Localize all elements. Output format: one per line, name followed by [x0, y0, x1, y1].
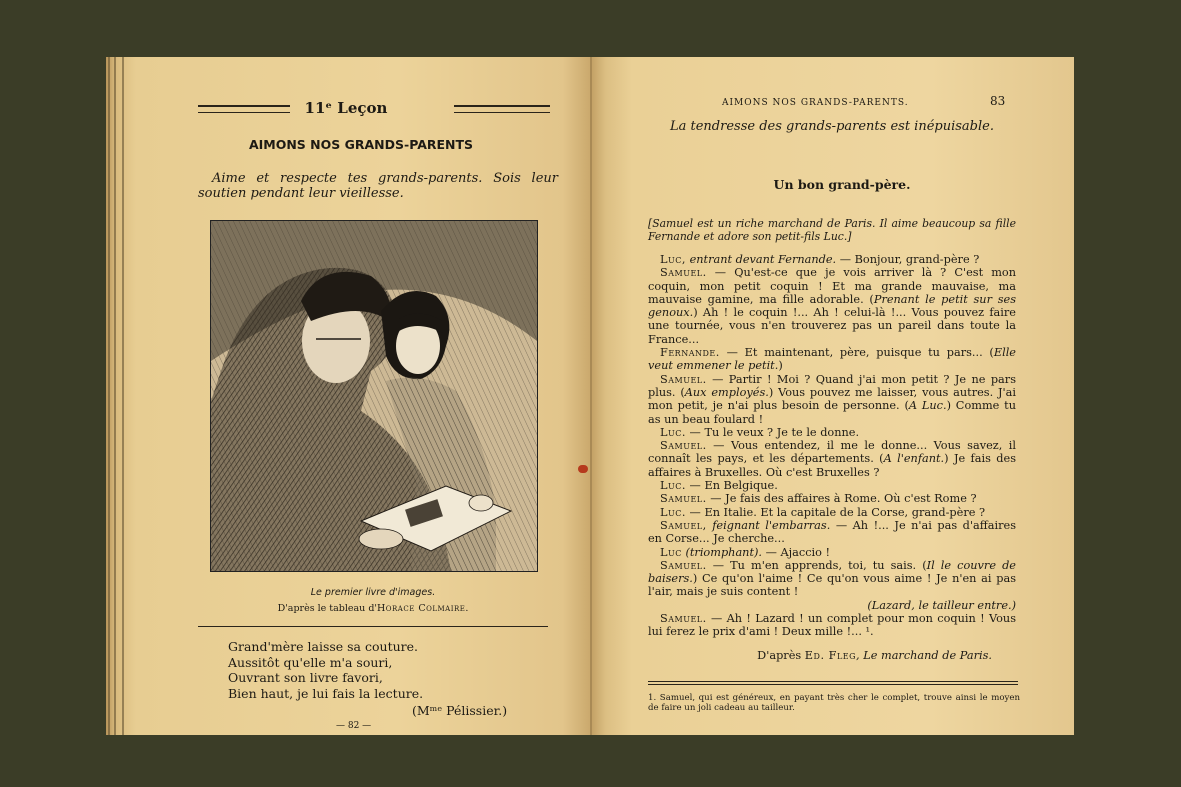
speech: — Tu m'en apprends, toi, tu sais. (: [706, 558, 927, 572]
source-prefix: D'après: [757, 649, 805, 662]
engraving-illustration: [210, 220, 538, 572]
speech: — Ah ! Lazard ! un complet pour mon coquin ! Vous lui ferez le prix d'ami ! Deux mille !... ¹.: [648, 612, 1016, 639]
speech: — Et maintenant, père, puisque tu pars... (: [719, 346, 994, 360]
speaker: Luc: [660, 545, 682, 559]
source-author: Ed. Fleg: [804, 649, 857, 662]
dialogue-line: [648, 506, 1016, 519]
page-edge: [114, 57, 116, 735]
speech: — Ah !... Je n'ai pas d'affaires en Corse... Je cherche...: [648, 518, 1017, 546]
dialogue-line: [648, 612, 1016, 639]
poem-line: Grand'mère laisse sa couture.: [228, 639, 418, 654]
speech: — Bonjour, grand-père ?: [836, 253, 980, 266]
lesson-title: AIMONS NOS GRANDS-PARENTS: [248, 137, 474, 152]
speech: — En Italie. Et la capitale de la Corse, grand-père ?: [685, 505, 986, 519]
left-page: [106, 57, 592, 735]
speech: — Je fais des affaires à Rome. Où c'est Rome ?: [706, 492, 977, 506]
stage-direction: Il le couvre de baisers.: [648, 558, 1016, 586]
engraving-svg: [211, 221, 537, 571]
page-number-left: — 82 —: [336, 721, 372, 731]
speech: — Ajaccio !: [762, 545, 831, 559]
maxim: Aime et respecte tes grands-parents. Sois leur soutien pendant leur vieillesse.: [198, 171, 558, 201]
speaker: Samuel.: [660, 266, 707, 280]
separator-rule: [198, 626, 548, 627]
speaker: Samuel.: [660, 372, 707, 386]
speaker: Luc.: [660, 425, 686, 439]
speaker: Fernande.: [660, 346, 720, 360]
header-rule-right: [454, 105, 550, 113]
speech: ): [778, 359, 783, 373]
speech: ) Comme tu as un beau foulard !: [648, 399, 1017, 426]
speech: ) Ce qu'on l'aime ! Ce qu'on vous aime ! Je n'en ai pas l'air, mais je suis content !: [648, 572, 1016, 599]
red-bookmark-mark: [578, 465, 588, 473]
speech: — Vous entendez, il me le donne... Vous savez, il connaît les pays, et les départements. (: [648, 439, 1016, 466]
motto: La tendresse des grands-parents est inépuisable.: [670, 119, 994, 134]
stage-direction-line: (Lazard, le tailleur entre.): [867, 598, 1016, 612]
page-number-right: 83: [990, 94, 1006, 108]
poem-author: (Mᵐᵉ Pélissier.): [412, 703, 508, 718]
speaker: Samuel.: [660, 439, 707, 453]
speech: ) Je fais des affaires à Bruxelles. Où c'est Bruxelles ?: [648, 452, 1016, 479]
source-work: , Le marchand de Paris.: [856, 649, 992, 662]
speaker: Luc,: [660, 253, 686, 266]
page-edge: [122, 57, 124, 735]
dialogue-line: [648, 439, 1016, 479]
illustration-credit: [210, 603, 536, 614]
stage-direction: Elle veut emmener le petit.: [648, 346, 1016, 373]
footnote-rule: [648, 681, 1018, 685]
speaker: Luc.: [660, 479, 686, 493]
speech: — En Belgique.: [685, 479, 778, 493]
dialogue-line: [648, 492, 1016, 505]
text-source: [652, 649, 992, 662]
dialogue-line: [648, 253, 1016, 266]
stage-direction: entrant devant Fernande.: [689, 253, 837, 266]
stage-direction: (triomphant).: [685, 545, 762, 559]
dialogue-line: [648, 346, 1016, 373]
poem-line: Aussitôt qu'elle m'a souri,: [228, 654, 393, 670]
lesson-label: 11ᵉ Leçon: [304, 99, 388, 117]
speaker: Samuel.: [660, 612, 707, 626]
stage-direction: feignant l'embarras.: [712, 518, 831, 532]
text-title: Un bon grand-père.: [773, 177, 911, 192]
poem-line: Ouvrant son livre favori,: [228, 670, 383, 685]
dialogue-line: [648, 426, 1016, 439]
dialogue-line: [648, 546, 1016, 559]
credit-prefix: D'après le tableau d': [277, 603, 378, 614]
stage-direction: A Luc.: [908, 399, 947, 413]
stage-direction: A l'enfant.: [883, 452, 945, 466]
speech: ) Ah ! le coquin !... Ah ! celui-là !... Vous pouvez faire une tournée, vous n'en trouverez pas un pareil dans toute la France...: [648, 306, 1016, 346]
poem-line: Bien haut, je lui fais la lecture.: [228, 685, 424, 701]
poem: [228, 639, 423, 701]
speaker: Samuel,: [660, 518, 707, 532]
page-edge: [108, 57, 110, 735]
illustration-caption: Le premier livre d'images.: [310, 587, 436, 598]
right-page: [592, 57, 1074, 735]
footnote: 1. Samuel, qui est généreux, en payant très cher le complet, trouve ainsi le moyen de faire un joli cadeau au tailleur.: [648, 693, 1020, 713]
dialogue-line: [648, 519, 1016, 546]
dialogue-line: [648, 373, 1016, 426]
running-head: AIMONS NOS GRANDS-PARENTS.: [722, 98, 909, 108]
dialogue-line: [648, 479, 1016, 492]
credit-suffix: .: [465, 603, 469, 614]
stage-direction: Aux employés.: [684, 385, 769, 399]
speaker: Samuel.: [660, 492, 707, 506]
speech: ) Vous pouvez me laisser, vous autres. J'ai mon petit, je n'ai plus besoin de personne. (: [648, 385, 1016, 413]
dialogue-line: [648, 559, 1016, 599]
speech: — Partir ! Moi ? Quand j'ai mon petit ? Je ne pars plus. (: [648, 372, 1016, 399]
stage-direction: Prenant le petit sur ses genoux.: [648, 292, 1017, 320]
speech: — Qu'est-ce que je vois arriver là ? C'est mon coquin, mon petit coquin ! Et ma grande mauvaise, ma mauvaise gamine, ma fille adorable. (: [648, 266, 1016, 306]
open-book: [106, 57, 1074, 735]
credit-author: Horace Colmaire: [377, 603, 466, 614]
dialogue: [648, 253, 1016, 639]
speaker: Samuel.: [660, 558, 707, 572]
speaker: Luc.: [660, 505, 686, 519]
dialogue-line: [648, 266, 1016, 346]
speech: — Tu le veux ? Je te le donne.: [685, 425, 860, 439]
intro-paragraph: [Samuel est un riche marchand de Paris. Il aime beaucoup sa fille Fernande et adore son petit-fils Luc.]: [648, 217, 1016, 243]
